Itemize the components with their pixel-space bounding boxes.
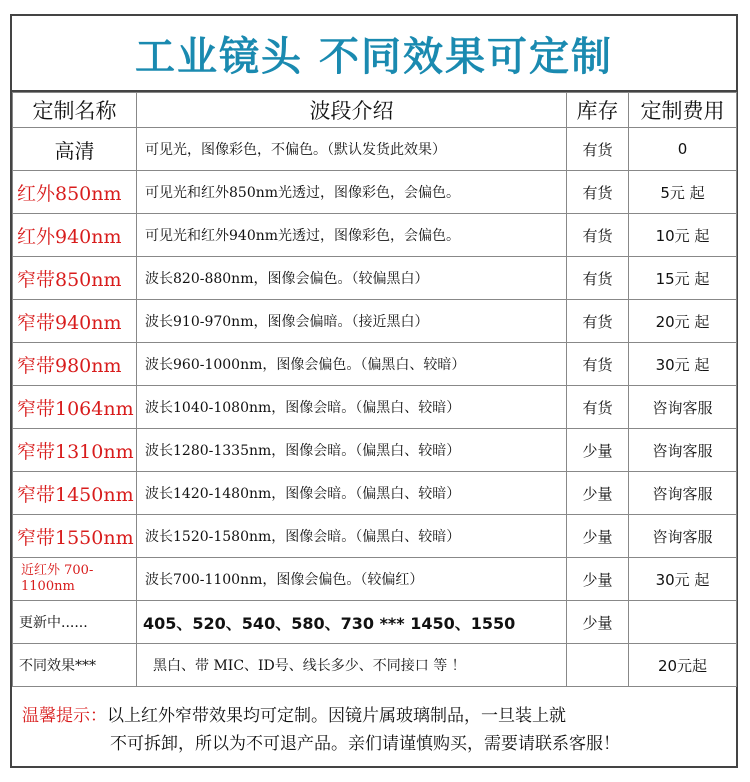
option-stock: 少量 — [567, 558, 629, 601]
option-name: 窄带1450nm — [13, 472, 137, 515]
table-row — [13, 214, 737, 257]
table-row — [13, 558, 737, 601]
page-title: 工业镜头 不同效果可定制 — [12, 16, 736, 92]
option-stock: 少量 — [567, 515, 629, 558]
option-stock: 有货 — [567, 300, 629, 343]
different-fee: 20元起 — [629, 644, 737, 687]
option-desc: 波长1420-1480nm，图像会暗。（偏黑白、较暗） — [137, 472, 567, 515]
option-fee: 15元 起 — [629, 257, 737, 300]
custom-options-table — [12, 92, 737, 687]
header-fee: 定制费用 — [629, 93, 737, 128]
updating-fee — [629, 601, 737, 644]
option-desc: 可见光和红外850nm光透过，图像彩色，会偏色。 — [137, 171, 567, 214]
option-desc: 波长820-880nm，图像会偏色。（较偏黑白） — [137, 257, 567, 300]
option-fee: 5元 起 — [629, 171, 737, 214]
header-name: 定制名称 — [13, 93, 137, 128]
table-row — [13, 128, 737, 171]
option-stock: 少量 — [567, 429, 629, 472]
different-effects-row — [13, 644, 737, 687]
option-fee: 咨询客服 — [629, 472, 737, 515]
option-stock: 有货 — [567, 128, 629, 171]
different-desc: 黑白、带 MIC、ID号、线长多少、不同接口 等 ！ — [137, 644, 567, 687]
option-stock: 有货 — [567, 343, 629, 386]
warm-tip-line2: 不可拆卸，所以为不可退产品。亲们请谨慎购买，需要请联系客服！ — [110, 734, 620, 754]
option-name: 红外940nm — [13, 214, 137, 257]
table-row — [13, 386, 737, 429]
option-stock: 有货 — [567, 386, 629, 429]
option-name: 窄带1310nm — [13, 429, 137, 472]
option-desc: 波长1520-1580nm，图像会暗。（偏黑白、较暗） — [137, 515, 567, 558]
table-row — [13, 429, 737, 472]
header-stock: 库存 — [567, 93, 629, 128]
option-fee: 10元 起 — [629, 214, 737, 257]
option-name: 窄带980nm — [13, 343, 137, 386]
header-desc: 波段介绍 — [137, 93, 567, 128]
different-stock — [567, 644, 629, 687]
option-stock: 有货 — [567, 214, 629, 257]
table-row — [13, 300, 737, 343]
table-row — [13, 515, 737, 558]
warm-tip-label: 温馨提示： — [22, 706, 107, 726]
option-name: 窄带1550nm — [13, 515, 137, 558]
option-desc: 可见光和红外940nm光透过，图像彩色，会偏色。 — [137, 214, 567, 257]
warm-tip — [12, 694, 736, 766]
option-desc: 波长960-1000nm，图像会偏色。（偏黑白、较暗） — [137, 343, 567, 386]
option-name: 窄带940nm — [13, 300, 137, 343]
option-desc: 波长700-1100nm，图像会偏色。（较偏红） — [137, 558, 567, 601]
warm-tip-line1: 以上红外窄带效果均可定制。因镜片属玻璃制品，一旦装上就 — [107, 706, 566, 726]
table-row — [13, 257, 737, 300]
updating-stock: 少量 — [567, 601, 629, 644]
option-fee: 30元 起 — [629, 343, 737, 386]
updating-list: 405、520、540、580、730 *** 1450、1550 — [137, 601, 567, 644]
option-fee: 咨询客服 — [629, 515, 737, 558]
different-label: 不同效果*** — [13, 644, 137, 687]
table-row — [13, 472, 737, 515]
option-fee: 0 — [629, 128, 737, 171]
table-row — [13, 171, 737, 214]
updating-row — [13, 601, 737, 644]
option-name: 红外850nm — [13, 171, 137, 214]
option-fee: 咨询客服 — [629, 429, 737, 472]
option-name: 窄带850nm — [13, 257, 137, 300]
option-stock: 有货 — [567, 257, 629, 300]
option-fee: 30元 起 — [629, 558, 737, 601]
option-name: 窄带1064nm — [13, 386, 137, 429]
price-sheet — [10, 14, 738, 768]
option-name: 近红外 700-1100nm — [13, 558, 137, 601]
option-desc: 可见光，图像彩色，不偏色。（默认发货此效果） — [137, 128, 567, 171]
option-desc: 波长910-970nm，图像会偏暗。（接近黑白） — [137, 300, 567, 343]
option-stock: 有货 — [567, 171, 629, 214]
option-fee: 咨询客服 — [629, 386, 737, 429]
option-stock: 少量 — [567, 472, 629, 515]
option-desc: 波长1280-1335nm，图像会暗。（偏黑白、较暗） — [137, 429, 567, 472]
option-name: 高清 — [13, 128, 137, 171]
updating-label: 更新中...... — [13, 601, 137, 644]
table-row — [13, 343, 737, 386]
option-fee: 20元 起 — [629, 300, 737, 343]
option-desc: 波长1040-1080nm，图像会暗。（偏黑白、较暗） — [137, 386, 567, 429]
table-header-row — [13, 93, 737, 128]
